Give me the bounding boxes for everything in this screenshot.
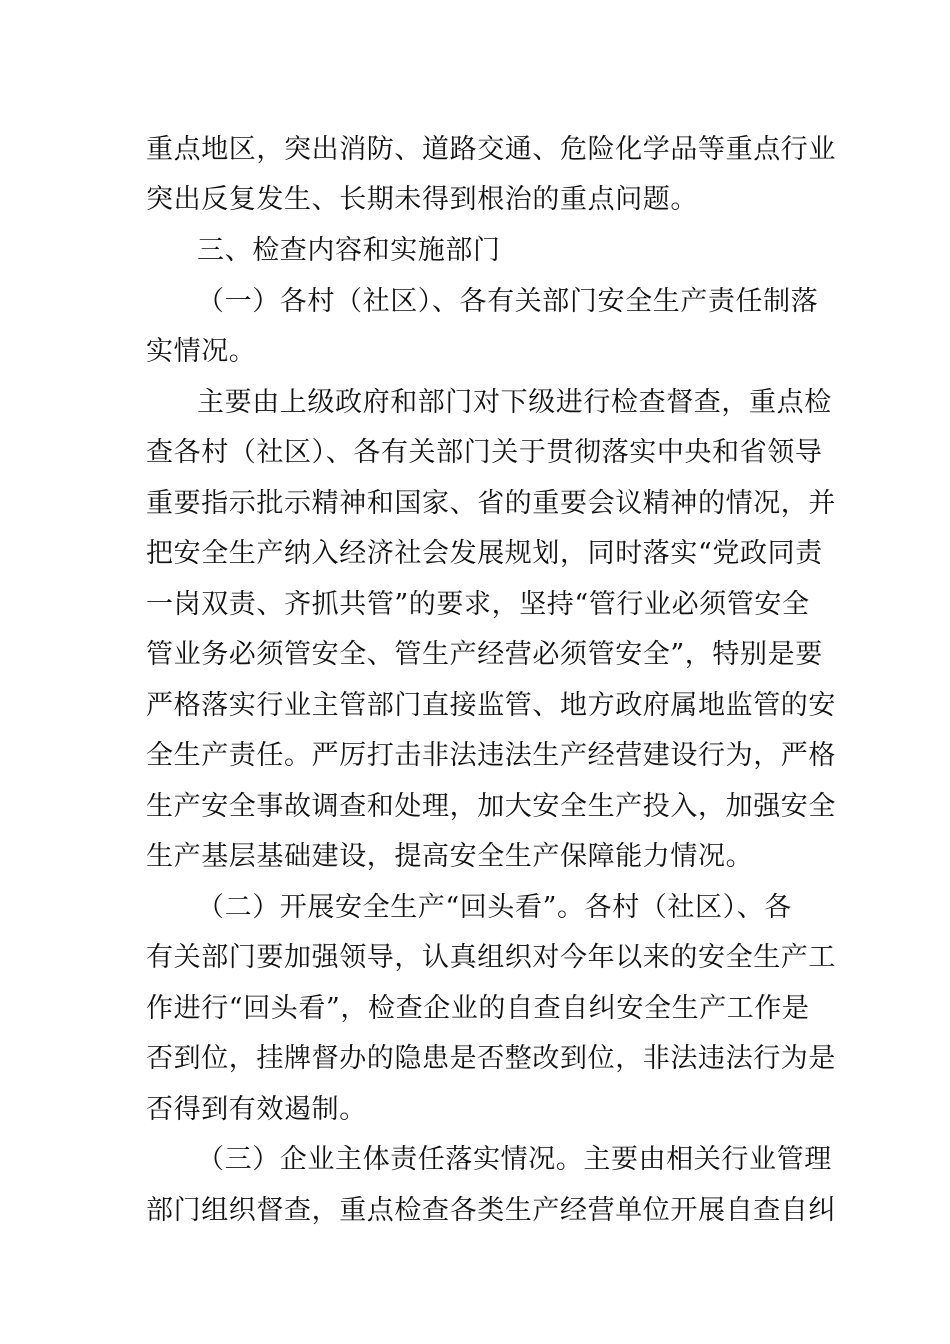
text-line-9: 把安全生产纳入经济社会发展规划，同时落实“党政同责 xyxy=(146,538,823,569)
subheading-1: （一）各村（社区）、各有关部门安全生产责任制落 xyxy=(197,286,819,317)
text-line-19: 否到位，挂牌督办的隐患是否整改到位，非法违法行为是 xyxy=(146,1043,836,1074)
text-line-13: 全生产责任。严厉打击非法违法生产经营建设行为，严格 xyxy=(146,740,836,771)
text-line-15: 生产基层基础建设，提高安全生产保障能力情况。 xyxy=(146,841,754,872)
text-line-17: 有关部门要加强领导，认真组织对今年以来的安全生产工 xyxy=(146,942,836,973)
text-line-14: 生产安全事故调查和处理，加大安全生产投入，加强安全 xyxy=(146,791,836,822)
text-line-5: 实情况。 xyxy=(146,336,257,367)
text-line-6: 主要由上级政府和部门对下级进行检查督查，重点检 xyxy=(197,387,832,418)
text-line-10: 一岗双责、齐抓共管”的要求，坚持“管行业必须管安全 xyxy=(146,589,810,620)
subheading-2: （二）开展安全生产“回头看”。各村（社区）、各 xyxy=(197,892,792,923)
text-line-12: 严格落实行业主管部门直接监管、地方政府属地监管的安 xyxy=(146,690,836,721)
text-line-8: 重要指示批示精神和国家、省的重要会议精神的情况，并 xyxy=(146,488,836,519)
text-line-18: 作进行“回头看”，检查企业的自查自纠安全生产工作是 xyxy=(146,993,810,1024)
text-line-22: 部门组织督查，重点检查各类生产经营单位开展自查自纠 xyxy=(146,1195,836,1226)
text-line-11: 管业务必须管安全、管生产经营必须管安全”，特别是要 xyxy=(146,639,823,670)
text-line-20: 否得到有效遏制。 xyxy=(146,1094,367,1125)
section-heading-3: 三、检查内容和实施部门 xyxy=(197,235,501,266)
subheading-3: （三）企业主体责任落实情况。主要由相关行业管理 xyxy=(197,1144,832,1175)
text-line-7: 查各村（社区）、各有关部门关于贯彻落实中央和省领导 xyxy=(146,437,823,468)
text-line-1: 重点地区，突出消防、道路交通、危险化学品等重点行业 xyxy=(146,134,836,165)
text-line-2: 突出反复发生、长期未得到根治的重点问题。 xyxy=(146,184,698,215)
